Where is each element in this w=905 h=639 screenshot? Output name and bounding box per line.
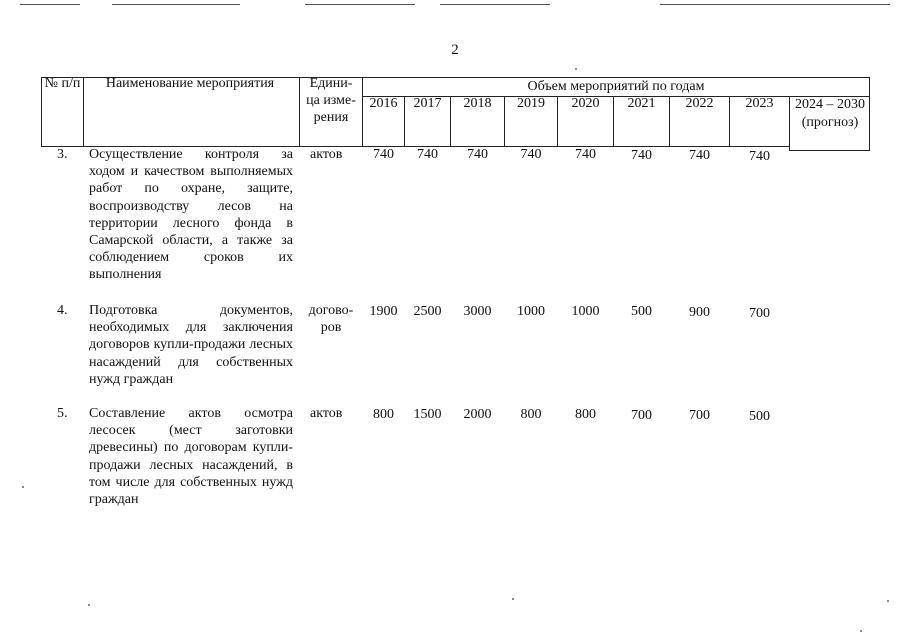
scan-line (20, 4, 80, 5)
scan-speck (22, 486, 24, 488)
row-value: 740 (417, 147, 438, 162)
row-value: 740 (689, 148, 710, 163)
row-name: Подготовка документов, необходимых для заключения договоров купли-продажи лесных насаждений для собственных нужд граждан (89, 303, 293, 387)
row-value: 800 (575, 407, 596, 422)
row-value: 1000 (571, 304, 600, 319)
row-value: 740 (520, 147, 542, 162)
row-value: 740 (575, 147, 596, 162)
header-col-volume: Объем мероприятий по годам (527, 79, 705, 94)
row-value: 700 (749, 306, 770, 321)
header-year: 2016 (369, 96, 398, 111)
scan-line (660, 4, 890, 5)
header-year: 2017 (413, 96, 442, 111)
scan-speck (860, 630, 862, 632)
row-value: 2000 (463, 407, 492, 422)
scan-speck (88, 604, 90, 606)
scan-speck (887, 600, 889, 602)
vline (869, 77, 870, 151)
scan-speck (575, 68, 577, 70)
row-unit: актов (310, 406, 343, 421)
scan-line (305, 4, 415, 5)
scan-line (440, 4, 550, 5)
scan-speck (512, 598, 514, 600)
row-value: 740 (467, 147, 488, 162)
header-bottom-border-last (790, 150, 870, 151)
row-value: 740 (373, 147, 394, 162)
header-year: 2023 (745, 96, 774, 111)
row-value: 900 (689, 305, 710, 320)
row-number: 5. (57, 406, 68, 421)
row-value: 740 (749, 149, 770, 164)
header-col-name: Наименование мероприятия (105, 76, 275, 91)
row-name: Составление актов осмотра лесосек (мест заготовки древесины) по договорам купли-продажи лесных насаждений, в том числе для собственных нужд граждан (89, 406, 293, 508)
header-last-year-col: 2024 – 2030 (прогноз) (795, 97, 865, 130)
header-year: 2020 (571, 96, 600, 111)
row-value: 1900 (369, 304, 398, 319)
row-value: 3000 (463, 304, 492, 319)
row-unit: догово-ров (308, 303, 354, 336)
row-value: 1000 (517, 304, 545, 319)
row-value: 700 (631, 408, 652, 423)
row-value: 800 (520, 407, 542, 422)
row-value: 2500 (413, 304, 442, 319)
row-value: 700 (689, 408, 710, 423)
row-value: 800 (373, 407, 394, 422)
header-year: 2022 (685, 96, 714, 111)
header-year: 2018 (463, 96, 492, 111)
header-col-unit: Едини-ца изме-рения (306, 76, 356, 125)
vline (83, 77, 84, 147)
row-value: 740 (631, 148, 652, 163)
scan-line (112, 4, 240, 5)
row-unit: актов (310, 147, 343, 162)
header-col-number: № п/п (44, 76, 81, 91)
row-number: 3. (57, 147, 68, 162)
header-year: 2021 (627, 96, 656, 111)
page-number: 2 (451, 42, 459, 58)
vline (789, 96, 790, 151)
header-year: 2019 (517, 96, 545, 111)
row-name: Осуществление контроля за ходом и качеством выполняемых работ по охране, защите, воспроизводству лесов на территории лесного фонда в Самарской области, а также за соблюдением сроков их выполнения (89, 147, 293, 283)
row-number: 4. (57, 303, 68, 318)
row-value: 500 (631, 304, 652, 319)
vline (299, 77, 300, 147)
row-value: 1500 (413, 407, 442, 422)
row-value: 500 (749, 409, 770, 424)
